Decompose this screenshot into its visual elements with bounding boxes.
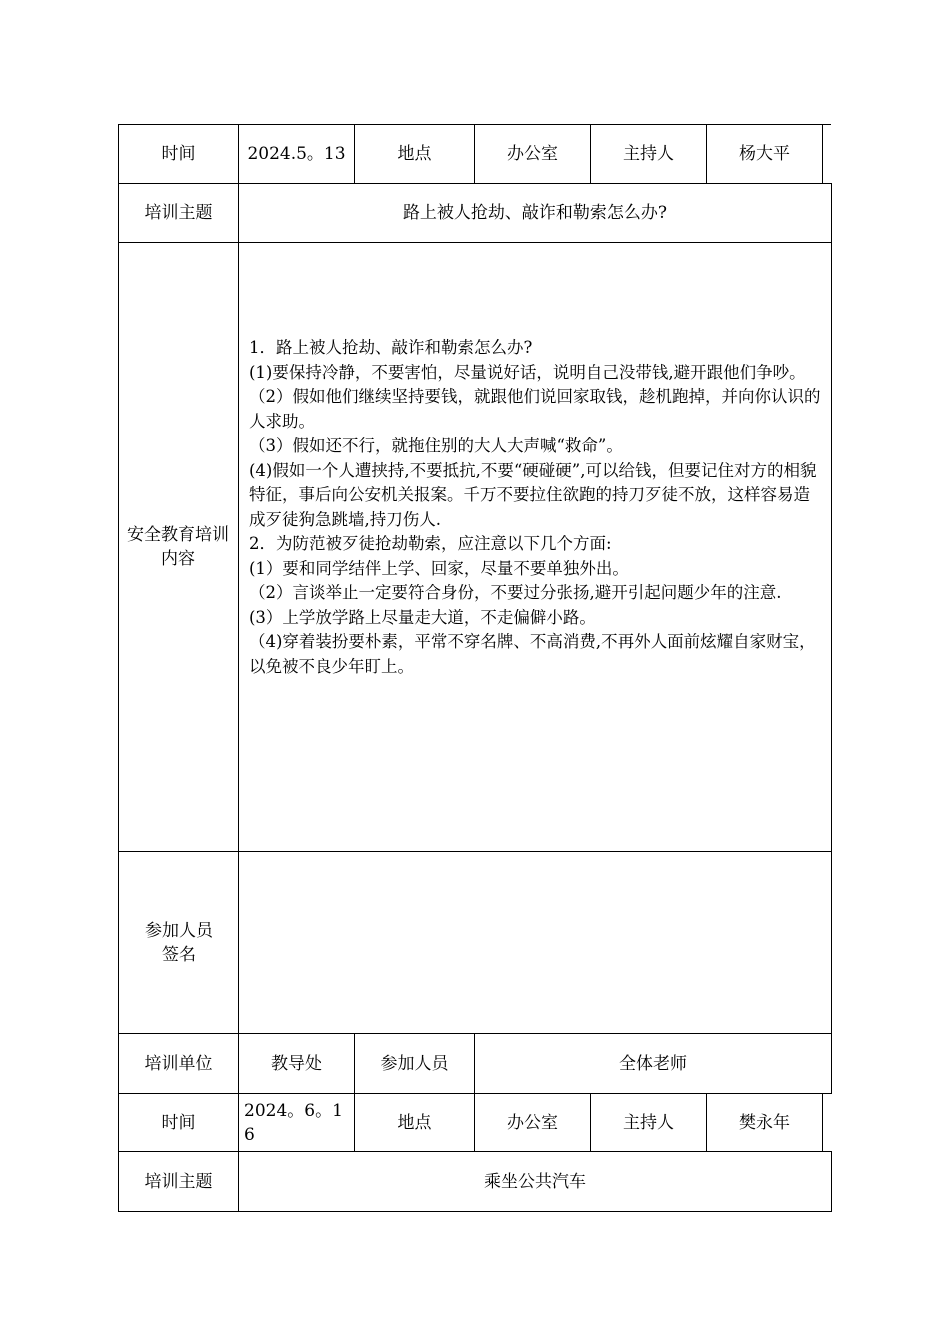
signature-area[interactable] <box>239 852 831 1033</box>
content-line: (4)假如一个人遭挟持,不要抵抗,不要“硬碰硬”,可以给钱，但要记住对方的相貌特征，事后向公安机关报案。千万不要拉住欲跑的持刀歹徒不放，这样容易造成歹徒狗急跳墙,持刀伤人. <box>249 460 817 529</box>
content-line: 1．路上被人抢劫、敲诈和勒索怎么办? <box>249 338 533 357</box>
topic-label: 培训主题 <box>144 203 213 223</box>
time-label-2: 时间 <box>161 1112 196 1133</box>
content-line: （4)穿着装扮要朴素，平常不穿名牌、不高消费,不再外人面前炫耀自家财宝，以免被不良少年盯上。 <box>249 632 816 676</box>
content-line: （3）假如还不行，就拖住别的大人大声喊“救命”。 <box>249 436 623 455</box>
place-label: 地点 <box>397 144 432 164</box>
time-label: 时间 <box>161 144 196 164</box>
topic-value-2: 乘坐公共汽车 <box>484 1171 586 1192</box>
unit-label: 培训单位 <box>144 1053 213 1074</box>
place-value: 办公室 <box>507 144 558 164</box>
topic-label-2: 培训主题 <box>144 1171 213 1192</box>
unit-value: 教导处 <box>271 1053 322 1074</box>
place-label-2: 地点 <box>397 1112 432 1133</box>
content-line: 2．为防范被歹徒抢劫勒索，应注意以下几个方面: <box>249 534 612 553</box>
content-label: 安全教育培训内容 <box>127 525 229 569</box>
content-line: （2）假如他们继续坚持要钱，就跟他们说回家取钱，趁机跑掉，并向你认识的人求助。 <box>249 387 821 431</box>
participants-value: 全体老师 <box>619 1053 687 1074</box>
content-line: (1)要保持冷静，不要害怕，尽量说好话，说明自己没带钱,避开跟他们争吵。 <box>249 362 806 382</box>
time-value: 2024.5。13 <box>247 144 346 164</box>
content-line: (3）上学放学路上尽量走大道，不走偏僻小路。 <box>249 607 596 627</box>
content-line: (1）要和同学结伴上学、回家，尽量不要单独外出。 <box>249 558 629 578</box>
participants-label: 参加人员 <box>380 1053 449 1074</box>
signature-label: 参加人员签名 <box>145 920 213 965</box>
topic-value: 路上被人抢劫、敲诈和勒索怎么办? <box>402 203 668 223</box>
host-label-2: 主持人 <box>623 1112 674 1133</box>
host-value-2: 樊永年 <box>739 1112 790 1133</box>
host-label: 主持人 <box>623 144 674 164</box>
time-value-2: 2024。6。16 <box>244 1100 343 1145</box>
host-value: 杨大平 <box>739 144 790 164</box>
place-value-2: 办公室 <box>507 1112 558 1133</box>
training-content <box>249 336 825 679</box>
content-line: （2）言谈举止一定要符合身份，不要过分张扬,避开引起问题少年的注意. <box>249 583 782 602</box>
